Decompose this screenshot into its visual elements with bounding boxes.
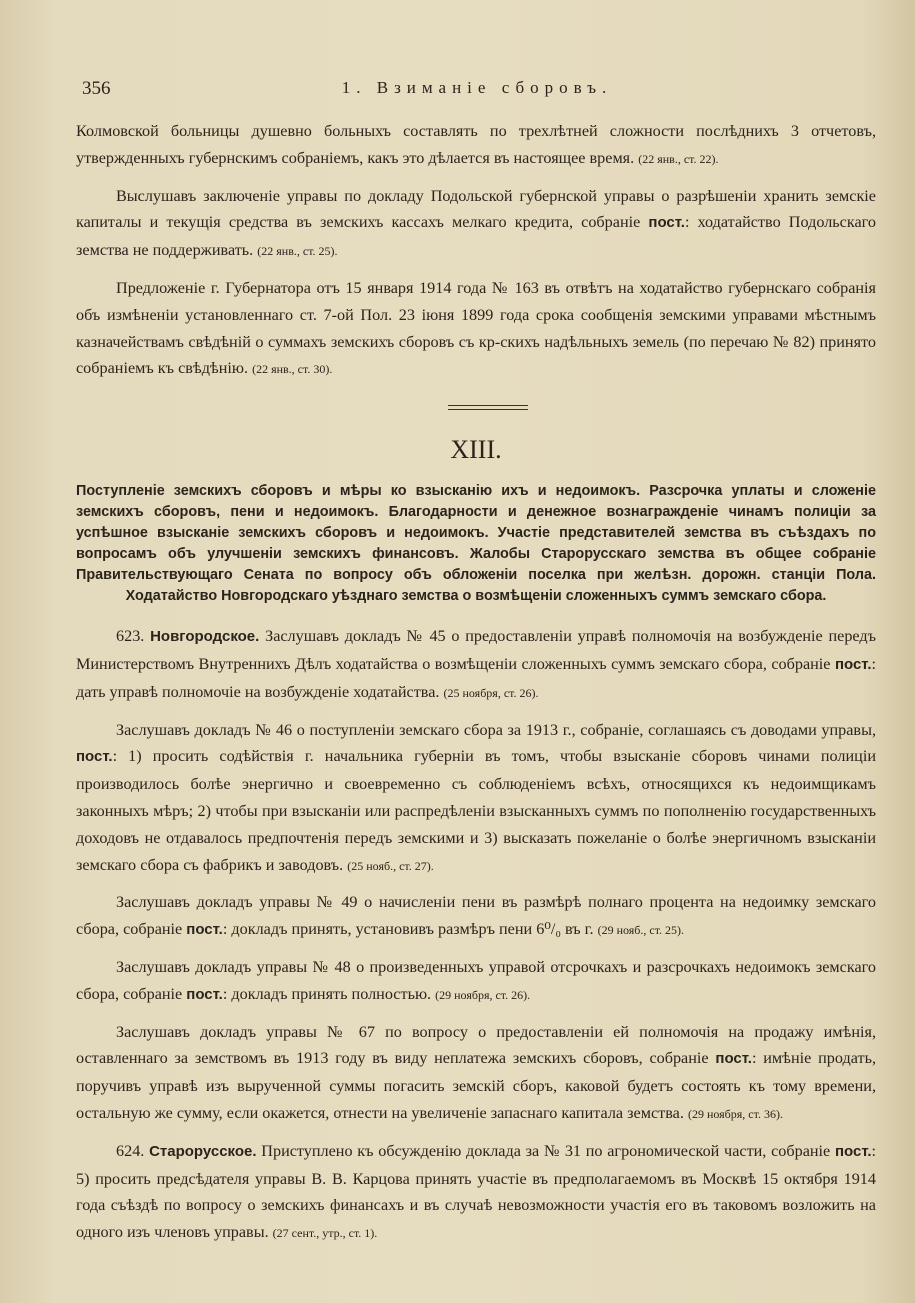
citation: (29 ноября, ст. 36).: [687, 1106, 783, 1121]
paragraph-text: : имѣніе продать, поручивъ управѣ изъ вырученной суммы погасить земскій сборъ, каковой будетъ состоять къ тому времени, остальную же сумму, если окажется, отнести на увеличеніе запаснаго капитала земства.: [76, 1049, 877, 1122]
entry-number: 623.: [116, 627, 145, 646]
paragraph-text: : 5) просить предсѣдателя управы В. В. Карцова принять участіе въ предполагаемомъ въ Москвѣ 15 октября 1914 года съѣздѣ по вопросу о земскихъ финансахъ и въ случаѣ невозможности участія его въ таковомъ возложить на одного изъ членовъ управы.: [76, 1141, 877, 1242]
section-number: XIII.: [450, 435, 502, 465]
section-divider: [76, 393, 876, 427]
entry-number: 624.: [116, 1141, 145, 1160]
entry-place: Новгородское.: [150, 628, 260, 646]
running-head: 1. Взиманіе сборовъ.: [341, 78, 613, 97]
section-summary: Поступленіе земскихъ сборовъ и мѣры ко взысканію ихъ и недоимокъ. Разсрочка уплаты и сложеніе земскихъ сборовъ, пени и недоимокъ. Благодарности и денежное вознагражденіе чинамъ полиціи за успѣшное взысканіе земскихъ сборовъ и недоимокъ. Участіе представителей земства въ съѣздахъ по вопросамъ объ улучшеніи земскихъ финансовъ. Жалобы Старорусскаго земства въ общее собраніе Правительствующаго Сената по вопросу объ обложеніи поселка при желѣзн. дорожн. станціи Пола. Ходатайство Новгородскаго уѣзднаго земства о возмѣщеніи сложенныхъ суммъ земскаго сбора.: [76, 483, 876, 605]
intro-paragraph-3: [76, 275, 876, 383]
resolution-label: пост.: [715, 1050, 752, 1068]
paragraph-text: : дать управѣ полномочіе на возбужденіе ходатайства.: [76, 654, 876, 701]
entry-paragraph: [76, 889, 876, 944]
citation: (25 нояб., ст. 27).: [347, 858, 434, 873]
entry-paragraph: [76, 717, 876, 880]
entry-paragraph: [76, 1019, 876, 1128]
entry-place: Старорусское.: [149, 1142, 257, 1160]
citation: (25 ноября, ст. 26).: [443, 685, 539, 700]
resolution-label: пост.: [76, 748, 113, 766]
citation: (29 ноября, ст. 26).: [435, 987, 531, 1002]
resolution-label: пост.: [834, 655, 872, 673]
resolution-label: пост.: [834, 1142, 872, 1160]
paragraph-text: : докладъ принять полностью.: [222, 984, 432, 1003]
paragraph-text: Заслушавъ докладъ управы № 67 по вопросу о предоставленіи ей полномочія на продажу имѣнія, оставленнаго за земствомъ въ 1913 году въ виду неплатежа земскихъ сборовъ, собраніе: [76, 1022, 876, 1068]
citation: (22 янв., ст. 30).: [252, 362, 333, 377]
paragraph-text: Заслушавъ докладъ управы № 49 о начисленіи пени въ размѣрѣ полнаго процента на недоимку земскаго сбора, собраніе: [76, 893, 876, 939]
divider-line: [448, 409, 528, 410]
page-body: [76, 118, 876, 1257]
paragraph-text: Заслушавъ докладъ № 46 о поступленіи земскаго сбора за 1913 г., собраніе, соглашаясь съ доводами управы,: [116, 720, 876, 739]
entry-paragraph: [76, 954, 876, 1009]
paragraph-text: Колмовской больницы душевно больныхъ составлять по трехлѣтней сложности послѣднихъ 3 отчетовъ, утвержденныхъ губернскимъ собраніемъ, какъ это дѣлается въ настоящее время.: [76, 122, 876, 167]
page-header: [82, 78, 872, 102]
paragraph-text: Заслушавъ докладъ № 45 о предоставленіи управѣ полномочія на возбужденіе передъ Министерствомъ Внутреннихъ Дѣлъ ходатайства о возмѣщеніи сложенныхъ суммъ земскаго сбора, собраніе: [76, 627, 877, 673]
citation: (29 нояб., ст. 25).: [597, 923, 685, 938]
resolution-label: пост.: [186, 921, 223, 939]
intro-paragraph-2: [76, 183, 876, 265]
paragraph-text: : 1) просить содѣйствія г. начальника губерніи въ томъ, чтобы взысканіе сборовъ чинами полиціи производилось болѣе энергично и своевременно съ соблюденіемъ всѣхъ, относящихся къ недоимщикамъ законныхъ мѣръ; 2) чтобы при взысканіи или распредѣленіи взысканныхъ суммъ по пополненію государственныхъ доходовъ не отдавалось предпочтенія передъ земскими и 3) высказать пожеланіе о болѣе энергичномъ взысканіи земскаго сбора съ фабрикъ и заводовъ.: [76, 747, 876, 874]
entry-623: [76, 623, 876, 706]
paragraph-text: : ходатайство Подольскаго земства не поддерживать.: [76, 213, 876, 260]
paragraph-text: Приступлено къ обсужденію доклада за № 31 по агрономической части, собраніе: [261, 1141, 831, 1160]
intro-paragraph-1: [76, 118, 876, 173]
resolution-label: пост.: [186, 985, 223, 1003]
paragraph-text: : докладъ принять, установивъ размѣръ пени 6⁰/₀ въ г.: [222, 920, 594, 939]
citation: (22 янв., ст. 25).: [257, 244, 338, 259]
paragraph-text: Предложеніе г. Губернатора отъ 15 января 1914 года № 163 въ отвѣтъ на ходатайство губернскаго собранія объ измѣненіи установленнаго ст. 7-ой Пол. 23 іюня 1899 года срока сообщенія земскими управами мѣстнымъ казначействамъ свѣдѣній о суммахъ земскихъ сборовъ съ кр-скихъ надѣльныхъ земель (по перечаю № 82) принято собраніемъ къ свѣдѣнію.: [76, 278, 876, 378]
page-number: 356: [82, 78, 111, 99]
paragraph-text: Выслушавъ заключеніе управы по докладу Подольской губернской управы о разрѣшеніи хранить земскіе капиталы и текущія средства въ земскихъ кассахъ мелкаго кредита, собраніе: [76, 186, 876, 232]
citation: (22 янв., ст. 22).: [638, 151, 719, 166]
entry-624: [76, 1138, 876, 1247]
paragraph-text: Заслушавъ докладъ управы № 48 о произведенныхъ управой отсрочкахъ и разсрочкахъ недоимокъ земскаго сбора, собраніе: [76, 957, 876, 1003]
divider-line: [448, 405, 528, 406]
citation: (27 сент., утр., ст. 1).: [272, 1226, 378, 1241]
resolution-label: пост.: [648, 214, 685, 232]
